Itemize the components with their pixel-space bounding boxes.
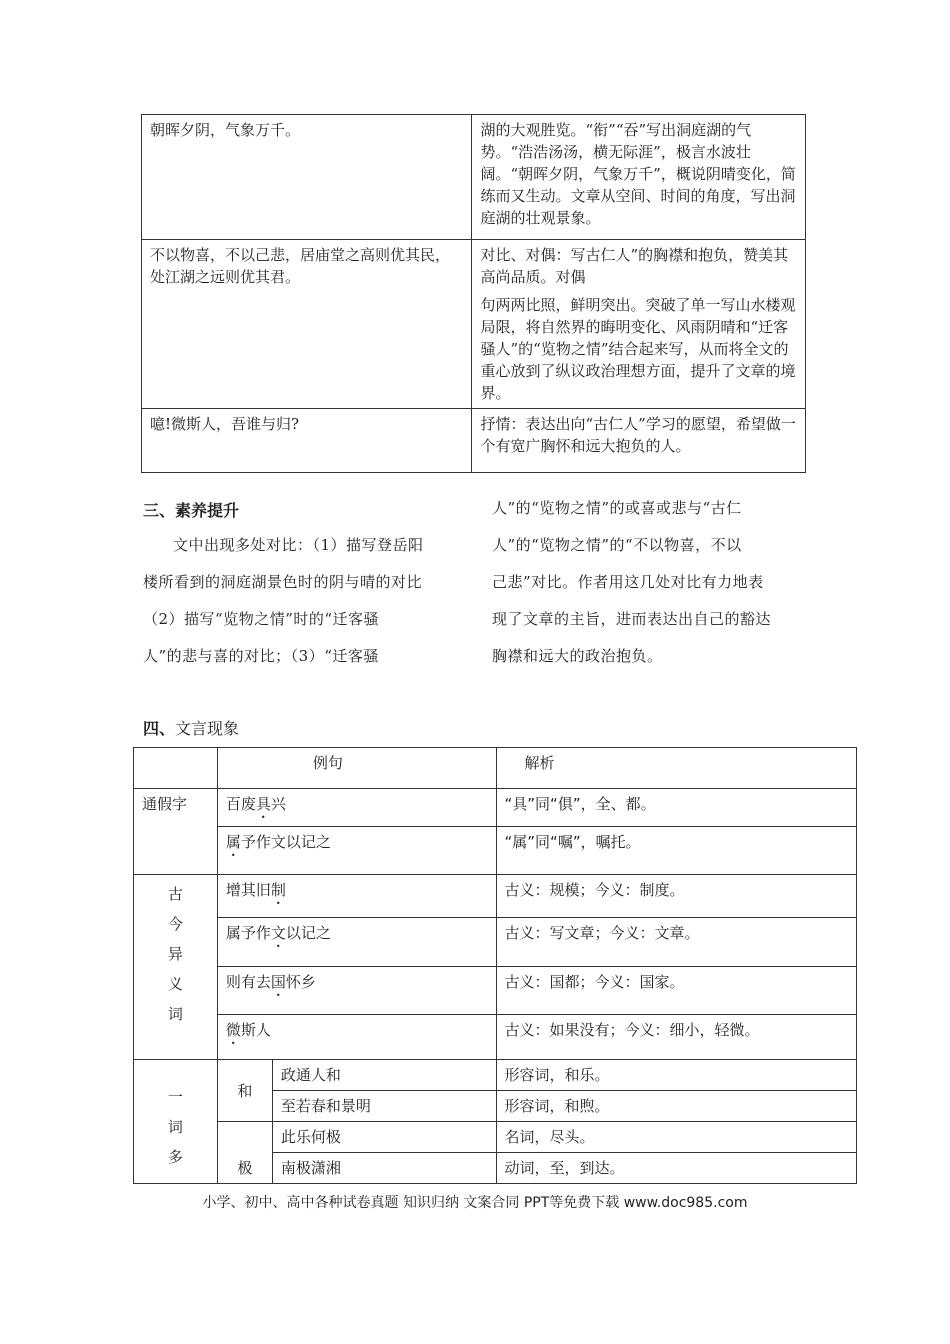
analysis-cell: 形容词，和煦。: [496, 1091, 856, 1122]
label-char: 古: [167, 885, 183, 903]
word-cell: 和: [217, 1060, 272, 1122]
table-cell: [142, 115, 472, 240]
text: 怀乡: [285, 973, 316, 991]
table-row: [134, 827, 857, 875]
text: 以记之: [285, 924, 331, 942]
table-row: [134, 967, 857, 1015]
example-cell: 南极潇湘: [272, 1153, 496, 1184]
table-cell: [472, 115, 806, 240]
label-char: 词: [167, 1118, 183, 1136]
category-label: 通假字: [134, 789, 218, 875]
table-row: [134, 1015, 857, 1060]
text-line: 人”的“览物之情”的“不以物喜，不以: [492, 536, 742, 554]
dotted-char: 国: [270, 973, 286, 991]
text-line: 文中出现多处对比：（1）描写登岳阳: [173, 536, 424, 554]
analysis-cell: 名词，尽头。: [496, 1122, 856, 1153]
left-column: [143, 527, 463, 675]
label-char: 多: [167, 1148, 183, 1166]
analysis-cell: 形容词，和乐。: [496, 1060, 856, 1091]
analysis-cell: 古义：写文章；今义：文章。: [496, 918, 856, 967]
example-cell: 此乐何极: [272, 1122, 496, 1153]
table-row: [134, 875, 857, 918]
table-row: [134, 789, 857, 827]
quote-text: 不以物喜，不以己悲，居庙堂之高则优其民，处江湖之远则优其君。: [150, 246, 451, 286]
analysis-cell: 古义：规模；今义：制度。: [496, 875, 856, 918]
section-title: [143, 716, 239, 739]
dotted-char: 微: [225, 1021, 241, 1039]
label-char: 一: [167, 1088, 183, 1106]
text: 斯人: [240, 1021, 271, 1039]
classical-chinese-table: [133, 747, 857, 1184]
category-label: [134, 1060, 218, 1184]
table-cell: [472, 409, 806, 473]
text: 予作文以记之: [240, 833, 331, 851]
dotted-char: 制: [270, 881, 286, 899]
text: 兴: [270, 795, 286, 813]
table-row: [134, 918, 857, 967]
example-cell: [217, 1015, 496, 1060]
table-cell: [134, 748, 218, 789]
text-line: 人”的悲与喜的对比；（3）“迁客骚: [143, 647, 379, 665]
analysis-text: 抒情：表达出向“古仁人”学习的愿望，希望做一个有宽广胸怀和远大抱负的人。: [480, 415, 796, 455]
section-title: 三、素养提升: [143, 501, 240, 520]
analysis-cell: 动词，至，到达。: [496, 1153, 856, 1184]
quote-text: 噫!微斯人，吾谁与归?: [150, 415, 300, 433]
text: 百废: [225, 795, 256, 813]
example-cell: [217, 918, 496, 967]
text: 增其旧: [225, 881, 271, 899]
table-row: [134, 1060, 857, 1091]
analysis-text: 句两两比照，鲜明突出。突破了单一写山水楼观局限，将自然界的晦明变化、风雨阴晴和“迁客骚人”的“览物之情”结合起来写，从而将全文的重心放到了纵议政治理想方面，提升了文章的境界。: [480, 296, 796, 402]
text-line: 胸襟和远大的政治抱负。: [492, 647, 663, 665]
label-char: 异: [167, 945, 183, 963]
table-row: [142, 115, 806, 240]
category-label: [134, 875, 218, 1060]
quote-text: 朝晖夕阴，气象万千。: [150, 121, 301, 139]
label-char: 今: [167, 915, 183, 933]
analysis-cell: “属”同“嘱”，嘱托。: [496, 827, 856, 875]
example-cell: 政通人和: [272, 1060, 496, 1091]
dotted-char: 文: [270, 924, 286, 942]
text-line: 楼所看到的洞庭湖景色时的阴与晴的对比: [143, 573, 423, 591]
example-cell: 至若春和景明: [272, 1091, 496, 1122]
example-cell: [217, 967, 496, 1015]
section-number: 四、: [143, 719, 176, 738]
right-column: [492, 490, 812, 675]
analysis-text: 湖的大观胜览。“衔”“吞”写出洞庭湖的气势。“浩浩汤汤，横无际涯”，极言水波壮阔。“朝晖夕阴，气象万千”，概说阴晴变化，简练而又生动。文章从空间、时间的角度，写出洞庭湖的壮观景象。: [480, 121, 796, 227]
dotted-char: 具: [255, 795, 271, 813]
header-analysis: 解析: [496, 748, 856, 789]
example-cell: [217, 875, 496, 918]
text-line: 现了文章的主旨，进而表达出自己的豁达: [492, 610, 772, 628]
example-cell: [217, 827, 496, 875]
table-row: [134, 1122, 857, 1153]
analysis-table: [141, 114, 806, 473]
analysis-text: 对比、对偶：写古仁人”的胸襟和抱负，赞美其高尚品质。对偶: [480, 246, 789, 286]
label-char: 义: [167, 975, 183, 993]
header-example: 例句: [217, 748, 496, 789]
analysis-cell: “具”同“俱”，全、都。: [496, 789, 856, 827]
text-line: 己悲”对比。作者用这几处对比有力地表: [492, 573, 764, 591]
text-line: （2）描写“览物之情”时的“迁客骚: [143, 610, 380, 628]
example-cell: [217, 789, 496, 827]
section-title-text: 文言现象: [175, 719, 240, 738]
table-cell: [472, 240, 806, 409]
analysis-cell: 古义：如果没有；今义：细小，轻微。: [496, 1015, 856, 1060]
footer: 小学、初中、高中各种试卷真题 知识归纳 文案合同 PPT等免费下载 www.doc985.com: [202, 1195, 748, 1211]
table-cell: [142, 240, 472, 409]
table-cell: [142, 409, 472, 473]
label-char: 词: [167, 1005, 183, 1023]
table-row: [142, 409, 806, 473]
dotted-char: 属: [225, 833, 241, 851]
table-row: [142, 240, 806, 409]
text: 则有去: [225, 973, 271, 991]
text: 属予作: [225, 924, 271, 942]
text-line: 人”的“览物之情”的或喜或悲与“古仁: [492, 499, 742, 517]
analysis-cell: 古义：国都；今义：国家。: [496, 967, 856, 1015]
word-cell: 极: [217, 1122, 272, 1184]
table-header-row: [134, 748, 857, 789]
